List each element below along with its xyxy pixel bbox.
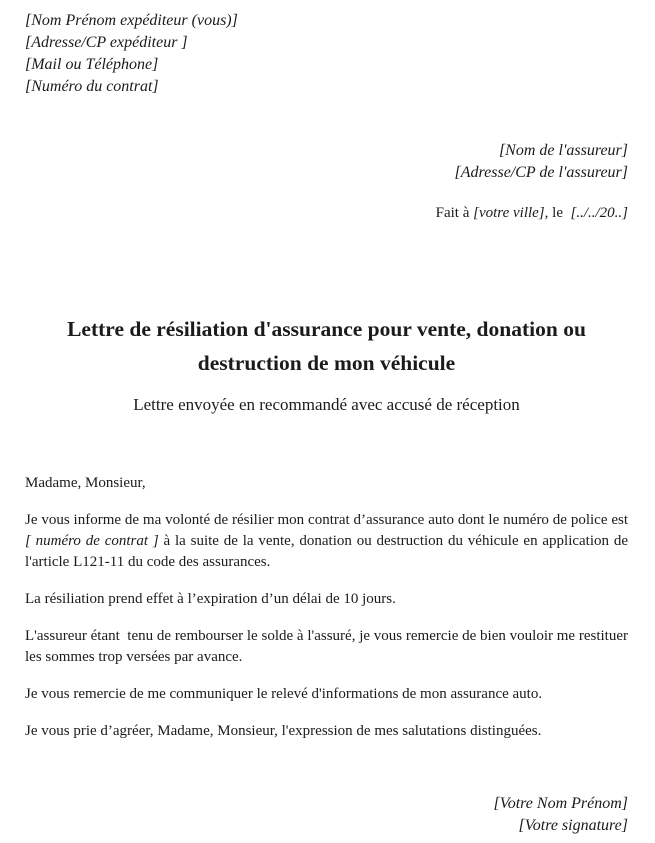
paragraph-1-text-before: Je vous informe de ma volonté de résilier mon contrat d’assurance auto dont le numéro de police est (25, 512, 628, 528)
city-placeholder: [votre ville], (473, 205, 549, 221)
recipient-block (25, 140, 628, 184)
letter-subtitle: Lettre envoyée en recommandé avec accusé de réception (133, 395, 520, 414)
paragraph-effective-delay: La résiliation prend effet à l’expiration d’un délai de 10 jours. (25, 591, 396, 607)
letter-title: Lettre de résiliation d'assurance pour vente, donation ou destruction de mon véhicule (67, 317, 586, 375)
sender-contact-line: [Mail ou Téléphone] (25, 56, 159, 73)
paragraph-information-statement: Je vous remercie de me communiquer le relevé d'informations de mon assurance auto. (25, 686, 543, 702)
dateline (25, 202, 628, 224)
letter-body (25, 473, 628, 742)
signature-block (25, 793, 628, 837)
paragraph-closing-formula: Je vous prie d’agréer, Madame, Monsieur, l'expression de mes salutations distinguées. (25, 723, 542, 739)
paragraph-cancellation-request (25, 510, 628, 573)
paragraph-refund-request: L'assureur étant tenu de rembourser le solde à l'assuré, je vous remercie de bien vouloir me restituer les sommes trop versées par avance. (25, 628, 628, 665)
sender-name-line: [Nom Prénom expéditeur (vous)] (25, 12, 238, 29)
contract-number-placeholder: [ numéro de contrat ] (25, 533, 159, 549)
paragraph-1-text-after: à la suite de la vente, donation ou destruction du véhicule en application de l'article L121-11 du code des assurances. (25, 533, 628, 570)
recipient-address-line: [Adresse/CP de l'assureur] (454, 164, 628, 181)
sender-contract-line: [Numéro du contrat] (25, 78, 159, 95)
date-placeholder: [../../20..] (570, 205, 628, 221)
dateline-prefix: Fait à (435, 205, 474, 221)
recipient-name-line: [Nom de l'assureur] (498, 142, 628, 159)
salutation: Madame, Monsieur, (25, 475, 146, 491)
sender-block (25, 10, 628, 98)
signature-name-placeholder: [Votre Nom Prénom] (493, 795, 628, 812)
sender-address-line: [Adresse/CP expéditeur ] (25, 34, 188, 51)
dateline-connector: le (548, 205, 571, 221)
signature-sign-placeholder: [Votre signature] (518, 817, 628, 834)
